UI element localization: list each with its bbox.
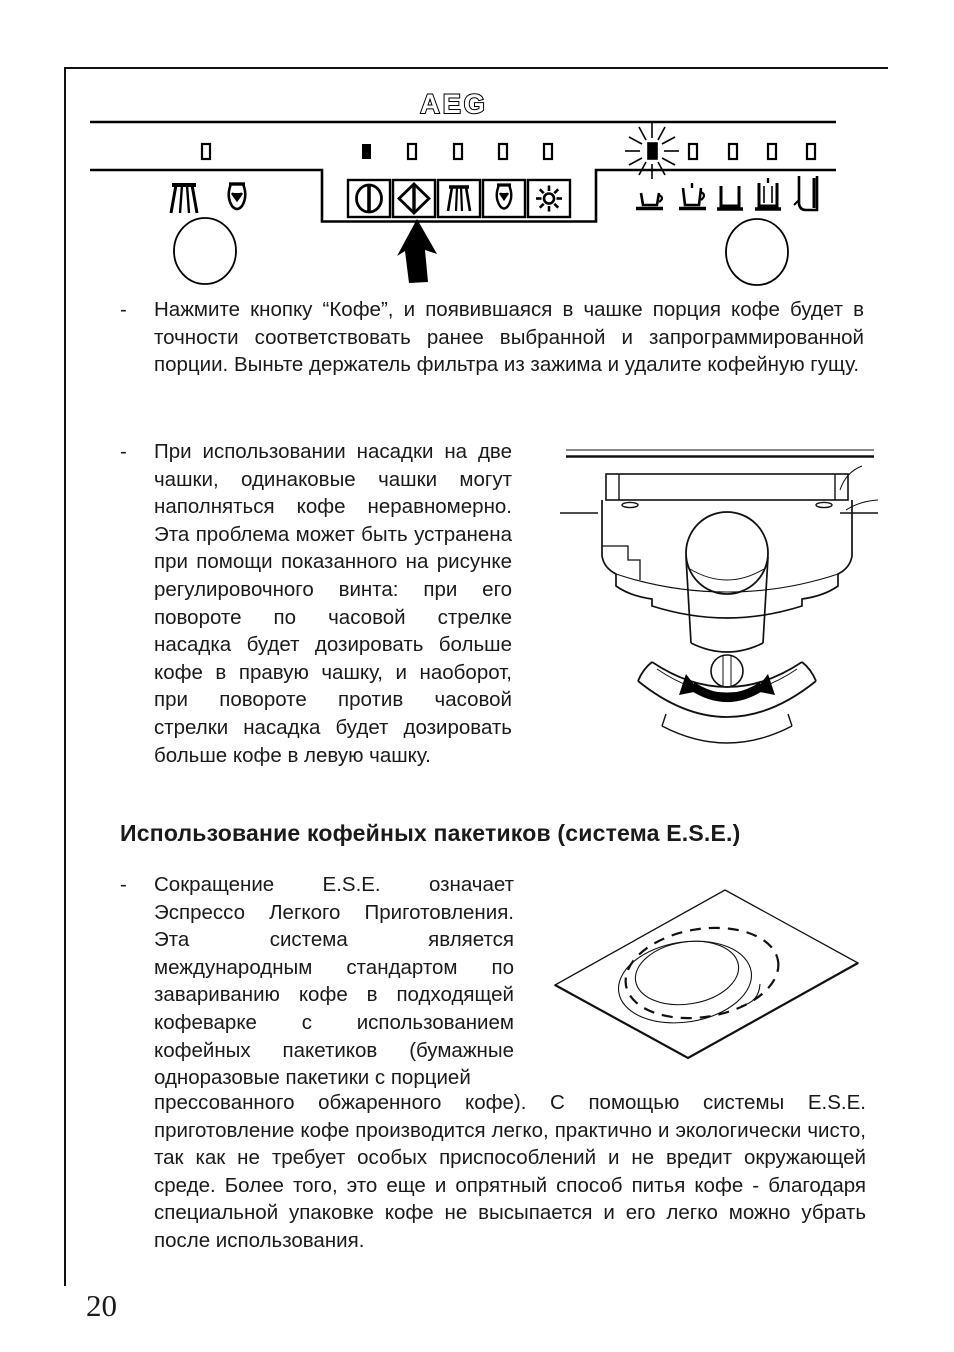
pod-dashed-outline xyxy=(619,917,785,1028)
large-cup-icon xyxy=(755,178,781,209)
led-off-icon xyxy=(544,144,552,159)
two-cup-adapter-illustration xyxy=(540,428,950,793)
left-knob xyxy=(174,218,236,284)
led-off-icon xyxy=(202,144,210,159)
ese-pod-illustration xyxy=(545,878,945,1078)
cup-size-icon-row xyxy=(636,176,817,210)
rotation-arrow-icon xyxy=(679,674,775,698)
espresso-cup-icon xyxy=(636,193,663,209)
hot-water-icon xyxy=(171,185,197,213)
medium-cup-icon xyxy=(717,186,743,209)
right-knob xyxy=(726,219,788,285)
paragraph-ese-column xyxy=(120,871,514,1092)
small-cup-icon xyxy=(679,183,706,209)
led-off-icon xyxy=(768,144,776,159)
led-off-icon xyxy=(729,144,737,159)
led-off-icon xyxy=(499,144,507,159)
paragraph-press-coffee xyxy=(120,296,864,379)
steam-icon xyxy=(229,184,246,209)
paragraph-text: Сокращение E.S.E. означает Эспрессо Легкого Приготовления. Эта система является международным стандартом по завариванию кофе в подходящей кофеварке с использованием кофейных пакетиков (бумажные одноразовые пакетики с порцией xyxy=(154,873,514,1090)
arrow-to-coffee-button-icon xyxy=(397,219,437,283)
bullet-dash: - xyxy=(120,873,127,896)
paragraph-text: Нажмите кнопку “Кофе”, и появившаяся в чашке порция кофе будет в точности соответствовать ранее выбранной и запрограммированной порции. Выньте держатель фильтра из зажима и удалите кофейную гущу. xyxy=(154,298,864,377)
bullet-dash: - xyxy=(120,298,127,321)
section-heading: Использование кофейных пакетиков (система E.S.E.) xyxy=(120,820,741,846)
button-row xyxy=(348,180,570,217)
paragraph-ese-full: прессованного обжаренного кофе). С помощью системы E.S.E. приготовление кофе производится легко, практично и экологически чисто, так как не требует особых приспособлений и не вредит окружающей среде. Более того, это еще и опрятный способ питья кофе - благодаря специальной упаковке кофе не высыпается и его легко можно убрать после использования. xyxy=(154,1091,866,1252)
glass-icon xyxy=(794,176,817,210)
page-number: 20 xyxy=(86,1288,117,1323)
led-off-icon xyxy=(408,144,416,159)
led-off-icon xyxy=(454,144,462,159)
control-panel-diagram xyxy=(0,0,954,300)
paragraph-two-cup xyxy=(120,438,512,769)
led-off-icon xyxy=(807,144,815,159)
brand-logo: AEG xyxy=(420,89,488,119)
bullet-dash: - xyxy=(120,440,127,463)
led-off-icon xyxy=(689,144,697,159)
led-on-icon xyxy=(362,144,371,159)
paragraph-text: При использовании насадки на две чашки, одинаковые чашки могут наполняться кофе неравномерно. Эта проблема может быть устранена при помощи показанного на рисунке регулировочного винта: при его повороте по часовой стрелке насадка будет дозировать больше кофе в правую чашку, и наоборот, при повороте против часовой стрелки насадка будет дозировать больше кофе в левую чашку. xyxy=(154,440,512,767)
